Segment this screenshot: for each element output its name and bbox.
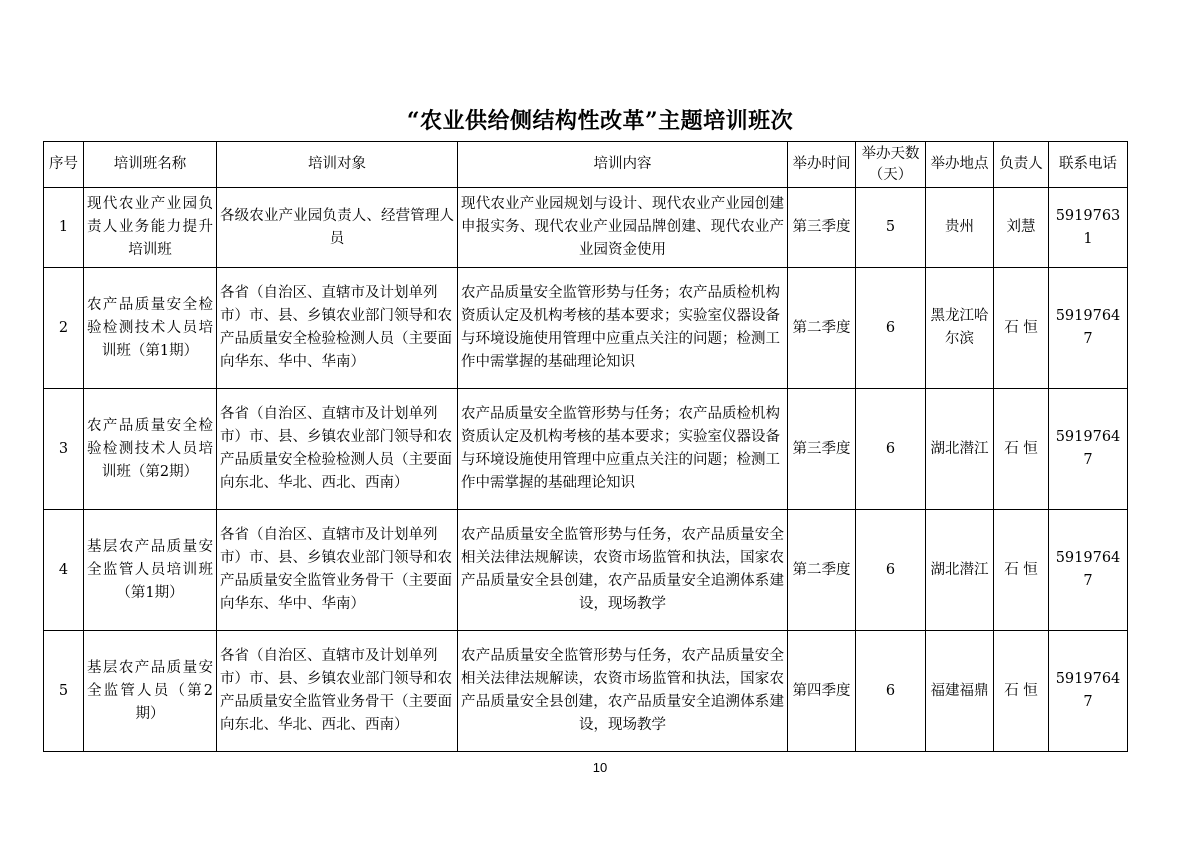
cell-audience: 各省（自治区、直辖市及计划单列市）市、县、乡镇农业部门领导和农产品质量安全检验检测人员（主要面向东北、华北、西北、西南） bbox=[217, 389, 458, 510]
header-location: 举办地点 bbox=[926, 142, 994, 188]
cell-time: 第四季度 bbox=[788, 631, 856, 752]
header-index: 序号 bbox=[44, 142, 84, 188]
header-time: 举办时间 bbox=[788, 142, 856, 188]
cell-content: 农产品质量安全监管形势与任务；农产品质检机构资质认定及机构考核的基本要求；实验室仪器设备与环境设施使用管理中应重点关注的问题；检测工作中需掌握的基础理论知识 bbox=[458, 268, 788, 389]
cell-person: 石 恒 bbox=[994, 631, 1049, 752]
cell-class-name: 基层农产品质量安全监管人员培训班（第1期） bbox=[84, 510, 217, 631]
cell-person: 石 恒 bbox=[994, 510, 1049, 631]
table-row bbox=[44, 268, 1128, 389]
cell-days: 6 bbox=[856, 389, 926, 510]
cell-days: 5 bbox=[856, 188, 926, 268]
cell-person: 石 恒 bbox=[994, 389, 1049, 510]
cell-person: 刘慧 bbox=[994, 188, 1049, 268]
cell-phone: 59197647 bbox=[1049, 631, 1128, 752]
cell-time: 第二季度 bbox=[788, 510, 856, 631]
header-audience: 培训对象 bbox=[217, 142, 458, 188]
page-number: 10 bbox=[592, 760, 608, 775]
header-days: 举办天数（天） bbox=[856, 142, 926, 188]
cell-time: 第二季度 bbox=[788, 268, 856, 389]
table-row bbox=[44, 631, 1128, 752]
header-content: 培训内容 bbox=[458, 142, 788, 188]
table-row bbox=[44, 510, 1128, 631]
table-row bbox=[44, 188, 1128, 268]
cell-audience: 各省（自治区、直辖市及计划单列市）市、县、乡镇农业部门领导和农产品质量安全监管业务骨干（主要面向东北、华北、西北、西南） bbox=[217, 631, 458, 752]
table-header-row bbox=[44, 142, 1128, 188]
cell-location: 湖北潜江 bbox=[926, 510, 994, 631]
cell-content: 农产品质量安全监管形势与任务，农产品质量安全相关法律法规解读，农资市场监管和执法，国家农产品质量安全县创建，农产品质量安全追溯体系建设，现场教学 bbox=[458, 510, 788, 631]
cell-content: 农产品质量安全监管形势与任务，农产品质量安全相关法律法规解读，农资市场监管和执法，国家农产品质量安全县创建，农产品质量安全追溯体系建设，现场教学 bbox=[458, 631, 788, 752]
cell-content: 现代农业产业园规划与设计、现代农业产业园创建申报实务、现代农业产业园品牌创建、现代农业产业园资金使用 bbox=[458, 188, 788, 268]
cell-audience: 各级农业产业园负责人、经营管理人员 bbox=[217, 188, 458, 268]
header-person: 负责人 bbox=[994, 142, 1049, 188]
training-schedule-table bbox=[43, 141, 1128, 752]
cell-class-name: 基层农产品质量安全监管人员（第2期） bbox=[84, 631, 217, 752]
cell-index: 4 bbox=[44, 510, 84, 631]
cell-class-name: 农产品质量安全检验检测技术人员培训班（第1期） bbox=[84, 268, 217, 389]
page-title: “农业供给侧结构性改革”主题培训班次 bbox=[406, 108, 794, 134]
cell-time: 第三季度 bbox=[788, 188, 856, 268]
cell-phone: 59197647 bbox=[1049, 389, 1128, 510]
cell-audience: 各省（自治区、直辖市及计划单列市）市、县、乡镇农业部门领导和农产品质量安全监管业务骨干（主要面向华东、华中、华南） bbox=[217, 510, 458, 631]
cell-phone: 59197647 bbox=[1049, 510, 1128, 631]
cell-audience: 各省（自治区、直辖市及计划单列市）市、县、乡镇农业部门领导和农产品质量安全检验检测人员（主要面向华东、华中、华南） bbox=[217, 268, 458, 389]
cell-person: 石 恒 bbox=[994, 268, 1049, 389]
cell-days: 6 bbox=[856, 631, 926, 752]
cell-days: 6 bbox=[856, 268, 926, 389]
cell-index: 2 bbox=[44, 268, 84, 389]
cell-phone: 59197647 bbox=[1049, 268, 1128, 389]
cell-class-name: 农产品质量安全检验检测技术人员培训班（第2期） bbox=[84, 389, 217, 510]
cell-location: 贵州 bbox=[926, 188, 994, 268]
cell-location: 湖北潜江 bbox=[926, 389, 994, 510]
cell-content: 农产品质量安全监管形势与任务；农产品质检机构资质认定及机构考核的基本要求；实验室仪器设备与环境设施使用管理中应重点关注的问题；检测工作中需掌握的基础理论知识 bbox=[458, 389, 788, 510]
table-row bbox=[44, 389, 1128, 510]
cell-index: 1 bbox=[44, 188, 84, 268]
cell-location: 黑龙江哈尔滨 bbox=[926, 268, 994, 389]
header-class-name: 培训班名称 bbox=[84, 142, 217, 188]
cell-time: 第三季度 bbox=[788, 389, 856, 510]
cell-phone: 59197631 bbox=[1049, 188, 1128, 268]
header-phone: 联系电话 bbox=[1049, 142, 1128, 188]
cell-index: 5 bbox=[44, 631, 84, 752]
cell-location: 福建福鼎 bbox=[926, 631, 994, 752]
cell-days: 6 bbox=[856, 510, 926, 631]
cell-class-name: 现代农业产业园负责人业务能力提升培训班 bbox=[84, 188, 217, 268]
cell-index: 3 bbox=[44, 389, 84, 510]
